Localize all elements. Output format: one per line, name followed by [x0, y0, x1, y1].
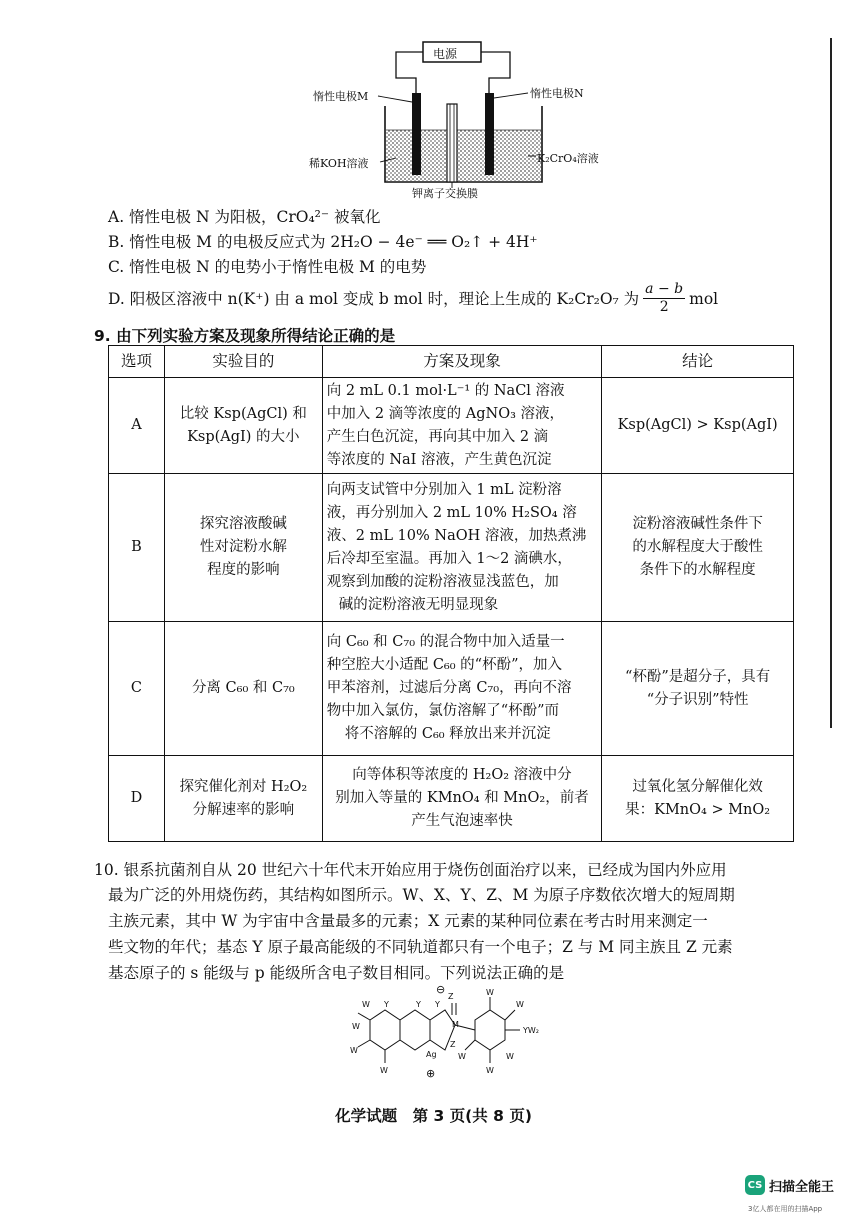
atom-label: Y	[435, 1000, 440, 1009]
atom-label: W	[458, 1052, 466, 1061]
text-line: 探究溶液酸碱	[199, 516, 287, 532]
row-scheme	[322, 622, 602, 756]
q9-title: 9. 由下列实验方案及现象所得结论正确的是	[94, 327, 396, 345]
row-option: B	[109, 474, 165, 622]
text-line: 别加入等量的 KMnO₄ 和 MnO₂，前者	[335, 790, 589, 806]
text-line: Ksp(AgCl) > Ksp(AgI)	[617, 417, 778, 433]
fraction-denominator: 2	[659, 299, 669, 315]
charge-minus: ⊖	[436, 985, 446, 996]
text-line: 甲苯溶剂，过滤后分离 C₇₀，再向不溶	[326, 680, 572, 696]
text-line: 观察到加酸的淀粉溶液显浅蓝色，加	[326, 573, 559, 590]
atom-label: M	[452, 1020, 459, 1029]
q8-option-d	[108, 281, 718, 316]
q8-option-b: B. 惰性电极 M 的电极反应式为 2H₂O − 4e⁻ ══ O₂↑ + 4H⁺	[108, 233, 538, 251]
q10-line-2: 最为广泛的外用烧伤药，其结构如图所示。W、X、Y、Z、M 为原子序数依次增大的短周期	[108, 886, 735, 904]
q10-line-5: 基态原子的 s 能级与 p 能级所含电子数目相同。下列说法正确的是	[108, 964, 565, 982]
electrode-m-label: 惰性电极M	[313, 90, 369, 103]
text-line: 将不溶解的 C₆₀ 释放出来并沉淀	[344, 726, 551, 742]
atom-label: W	[486, 988, 494, 997]
electrode-n-label: 惰性电极N	[530, 87, 584, 100]
right-solution-label: K₂CrO₄溶液	[537, 152, 599, 165]
row-scheme	[322, 756, 602, 842]
q10-line-4: 些文物的年代；基态 Y 原子最高能级的不同轨道都只有一个电子；Z 与 M 同主族且 Z 元素	[108, 938, 733, 956]
text-line: 液，再分别加入 2 mL 10% H₂SO₄ 溶	[326, 504, 577, 521]
row-scheme	[322, 378, 602, 474]
row-conclusion	[602, 756, 794, 842]
text-line: 性对淀粉水解	[199, 539, 287, 555]
row-conclusion	[602, 474, 794, 622]
scanner-badge	[745, 1175, 834, 1195]
text-line: 物中加入氯仿，氯仿溶解了“杯酚”而	[326, 703, 560, 719]
page-border-line	[830, 38, 832, 728]
electrode-n	[485, 93, 494, 175]
badge-text	[769, 1176, 834, 1195]
text-line: 后冷却至室温。再加入 1～2 滴碘水，	[326, 550, 572, 567]
cs-logo-text: CS	[747, 1179, 763, 1191]
header-purpose: 实验目的	[164, 346, 322, 378]
table-row	[109, 756, 794, 842]
page-footer: 化学试题 第 3 页(共 8 页)	[335, 1107, 532, 1125]
text-line: 分解速率的影响	[192, 801, 295, 818]
q8-option-d-text: D. 阳极区溶液中 n(K⁺) 由 a mol 变成 b mol 时，理论上生成的 K₂Cr₂O₇ 为	[108, 289, 640, 308]
badge-subtitle: 3亿人都在用的扫描App	[748, 1205, 823, 1213]
text-line: 比较 Ksp(AgCl) 和	[179, 405, 307, 422]
atom-label: W	[516, 1000, 524, 1009]
atom-label: W	[380, 1066, 388, 1075]
atom-label: W	[362, 1000, 370, 1009]
electrode-m	[412, 93, 421, 175]
text-line: 等浓度的 NaI 溶液，产生黄色沉淀	[326, 451, 552, 468]
fraction	[643, 281, 685, 316]
text-line: “分子识别”特性	[646, 691, 749, 708]
row-conclusion	[602, 622, 794, 756]
header-conclusion: 结论	[602, 346, 794, 378]
left-solution-label: 稀KOH溶液	[309, 157, 369, 170]
row-purpose	[164, 474, 322, 622]
atom-label: Z	[450, 1040, 456, 1049]
q8-option-c: C. 惰性电极 N 的电势小于惰性电极 M 的电势	[108, 258, 427, 276]
row-scheme	[322, 474, 602, 622]
row-option: C	[109, 622, 165, 756]
atom-label: W	[486, 1066, 494, 1075]
row-purpose	[164, 756, 322, 842]
text-line: 中加入 2 滴等浓度的 AgNO₃ 溶液，	[326, 405, 565, 422]
text-line: 向 C₆₀ 和 C₇₀ 的混合物中加入适量一	[326, 634, 565, 650]
text-line: 种空腔大小适配 C₆₀ 的“杯酚”，加入	[326, 657, 562, 673]
fraction-numerator: a − b	[645, 281, 684, 297]
ion-exchange-membrane	[447, 104, 457, 182]
q10-line-3: 主族元素，其中 W 为宇宙中含量最多的元素；X 元素的某种同位素在考古时用来测定一	[108, 912, 708, 930]
text-line: 淀粉溶液碱性条件下	[632, 516, 763, 532]
atom-label: Y	[416, 1000, 421, 1009]
text-line: 过氧化氢分解催化效	[632, 778, 763, 795]
q10-line-1: 10. 银系抗菌剂自从 20 世纪六十年代末开始应用于烧伤创面治疗以来，已经成为国内外应用	[94, 861, 727, 879]
text-line: 碱的淀粉溶液无明显现象	[338, 596, 499, 613]
q8-option-d-unit: mol	[689, 289, 719, 308]
table-row	[109, 378, 794, 474]
text-line: 的水解程度大于酸性	[632, 539, 763, 555]
text-line: 果：KMnO₄ > MnO₂	[625, 801, 771, 818]
atom-label: YW₂	[523, 1026, 540, 1035]
silver-compound-structure	[340, 985, 570, 1095]
table-header-row	[109, 346, 794, 378]
atom-label: W	[506, 1052, 514, 1061]
table-row	[109, 622, 794, 756]
power-source-label: 电源	[433, 47, 458, 61]
row-option: A	[109, 378, 165, 474]
row-purpose	[164, 622, 322, 756]
text-line: 条件下的水解程度	[639, 562, 756, 578]
membrane-label: 钾离子交换膜	[412, 187, 478, 200]
text-line: 向两支试管中分别加入 1 mL 淀粉溶	[326, 481, 562, 498]
text-line: 向等体积等浓度的 H₂O₂ 溶液中分	[352, 767, 572, 783]
header-scheme: 方案及现象	[322, 346, 602, 378]
text-line: 液、2 mL 10% NaOH 溶液，加热煮沸	[326, 527, 587, 544]
charge-plus: ⊕	[426, 1067, 436, 1080]
row-purpose	[164, 378, 322, 474]
atom-label: W	[350, 1046, 358, 1055]
atom-label: Z	[448, 992, 454, 1001]
text-line: 产生白色沉淀，再向其中加入 2 滴	[326, 428, 549, 445]
row-conclusion	[602, 378, 794, 474]
row-option: D	[109, 756, 165, 842]
text-line: Ksp(AgI) 的大小	[187, 428, 300, 445]
atom-label: W	[352, 1022, 360, 1031]
text-line: 探究催化剂对 H₂O₂	[179, 778, 308, 795]
q8-option-a: A. 惰性电极 N 为阳极，CrO₄²⁻ 被氧化	[108, 208, 381, 226]
text-line: 向 2 mL 0.1 mol·L⁻¹ 的 NaCl 溶液	[326, 382, 565, 399]
text-line: 产生气泡速率快	[411, 813, 513, 829]
text-line: 程度的影响	[207, 562, 280, 578]
text-line: 分离 C₆₀ 和 C₇₀	[191, 680, 295, 696]
atom-label: Ag	[426, 1050, 437, 1059]
badge-title: 扫描全能王	[769, 1179, 835, 1195]
atom-label: Y	[384, 1000, 389, 1009]
solution-fill	[386, 130, 541, 181]
header-option: 选项	[109, 346, 165, 378]
q9-table	[108, 345, 794, 842]
text-line: “杯酚”是超分子，具有	[624, 668, 771, 685]
table-row	[109, 474, 794, 622]
cs-logo-icon	[745, 1175, 765, 1195]
